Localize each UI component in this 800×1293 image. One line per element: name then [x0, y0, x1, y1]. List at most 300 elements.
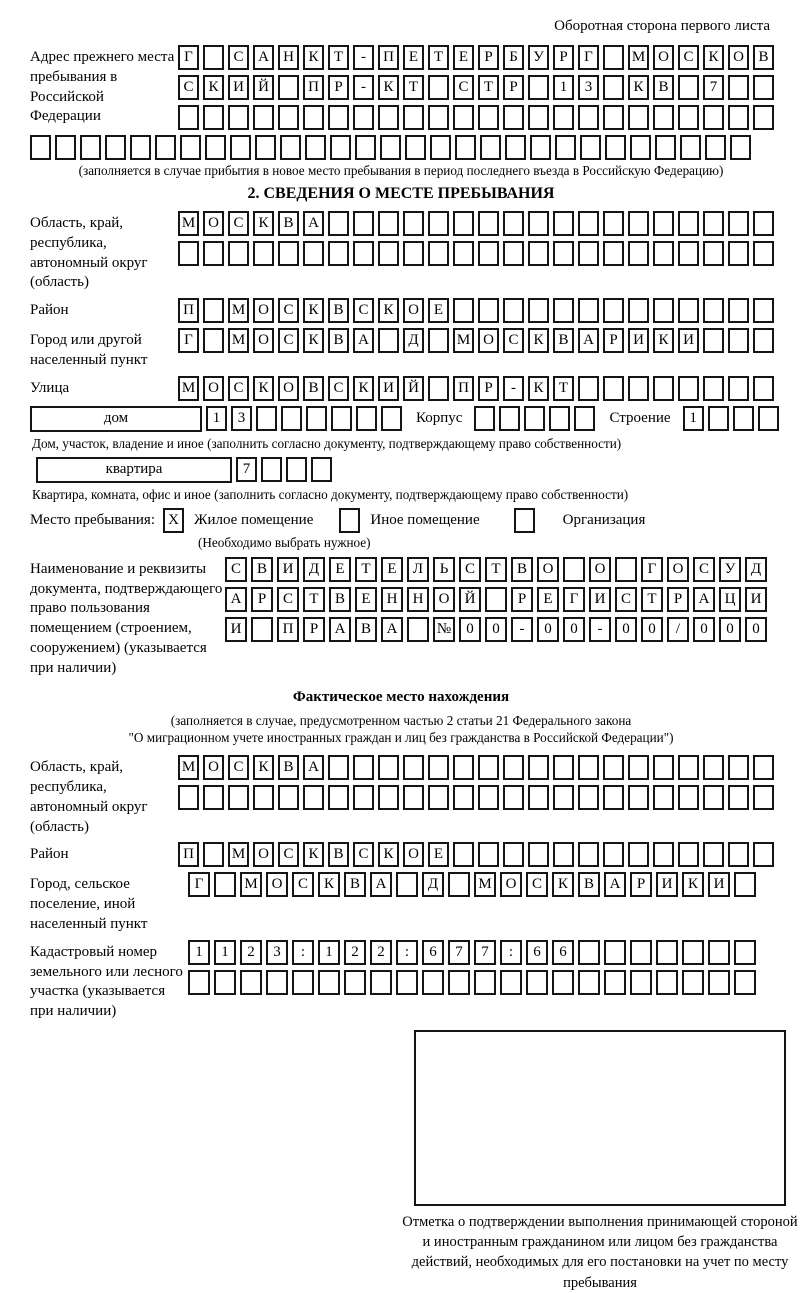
char-box: С	[278, 328, 299, 353]
char-box: В	[753, 45, 774, 70]
char-box: С	[228, 45, 249, 70]
char-box: О	[500, 872, 522, 897]
actual-city-label: Город, сельское поселение, иной населенный пункт	[30, 876, 148, 932]
char-box	[478, 241, 499, 266]
char-box: И	[228, 75, 249, 100]
document-row-2	[225, 587, 767, 612]
char-box	[578, 940, 600, 965]
char-box	[553, 842, 574, 867]
char-box	[574, 406, 595, 431]
char-box: И	[589, 587, 611, 612]
char-box	[280, 135, 301, 160]
char-box: Г	[578, 45, 599, 70]
char-box	[578, 241, 599, 266]
char-box	[353, 785, 374, 810]
char-box	[203, 842, 224, 867]
actual-city-block	[30, 872, 772, 934]
char-box: Т	[355, 557, 377, 582]
char-box	[203, 241, 224, 266]
char-box	[428, 785, 449, 810]
char-box	[331, 406, 352, 431]
char-box: Д	[422, 872, 444, 897]
char-box	[628, 842, 649, 867]
char-box	[628, 785, 649, 810]
char-box: Р	[303, 617, 325, 642]
char-box	[396, 872, 418, 897]
char-box: 0	[745, 617, 767, 642]
char-box	[753, 842, 774, 867]
char-box: Е	[428, 842, 449, 867]
char-box: И	[745, 587, 767, 612]
district-label: Район	[30, 302, 69, 319]
char-box	[578, 785, 599, 810]
region-row-2	[178, 241, 774, 266]
char-box	[526, 970, 548, 995]
char-box: 0	[563, 617, 585, 642]
char-box	[453, 842, 474, 867]
char-box	[328, 785, 349, 810]
char-box	[733, 406, 754, 431]
residential-checkbox: X	[163, 508, 184, 533]
char-box: Т	[478, 75, 499, 100]
char-box	[734, 970, 756, 995]
char-box	[528, 842, 549, 867]
char-box	[330, 135, 351, 160]
char-box: Й	[403, 376, 424, 401]
char-box	[503, 211, 524, 236]
char-box	[605, 135, 626, 160]
char-box: 0	[459, 617, 481, 642]
char-box	[580, 135, 601, 160]
char-box	[478, 785, 499, 810]
char-box: А	[381, 617, 403, 642]
char-box: А	[353, 328, 374, 353]
char-box	[734, 940, 756, 965]
cadastral-label: Кадастровый номер земельного или лесного участка (указывается при наличии)	[30, 943, 183, 1020]
char-box	[428, 376, 449, 401]
char-box: В	[355, 617, 377, 642]
char-box: М	[474, 872, 496, 897]
char-box	[553, 785, 574, 810]
char-box	[453, 241, 474, 266]
char-box	[656, 940, 678, 965]
char-box	[728, 75, 749, 100]
char-box: М	[178, 376, 199, 401]
char-box: В	[251, 557, 273, 582]
char-box	[682, 940, 704, 965]
char-box	[758, 406, 779, 431]
char-box: 3	[266, 940, 288, 965]
char-box	[205, 135, 226, 160]
char-box	[553, 105, 574, 130]
char-box	[230, 135, 251, 160]
korpus-label: Корпус	[416, 410, 463, 427]
char-box: С	[228, 211, 249, 236]
char-box	[728, 842, 749, 867]
char-box	[292, 970, 314, 995]
char-box	[528, 105, 549, 130]
char-box: Т	[485, 557, 507, 582]
char-box: У	[528, 45, 549, 70]
cadastral-block	[30, 940, 772, 1024]
char-box: И	[708, 872, 730, 897]
char-box	[753, 785, 774, 810]
char-box	[653, 105, 674, 130]
char-box	[578, 755, 599, 780]
char-box	[553, 755, 574, 780]
char-box: Д	[303, 557, 325, 582]
char-box	[356, 406, 377, 431]
char-box	[603, 755, 624, 780]
char-box	[653, 211, 674, 236]
street-row	[178, 376, 774, 401]
char-box	[653, 842, 674, 867]
char-box	[703, 755, 724, 780]
char-box: Р	[553, 45, 574, 70]
actual-region-block	[30, 755, 772, 837]
char-box: Е	[537, 587, 559, 612]
char-box: 2	[370, 940, 392, 965]
char-box: И	[678, 328, 699, 353]
char-box	[428, 75, 449, 100]
char-box: 1	[214, 940, 236, 965]
char-box: 6	[526, 940, 548, 965]
char-box	[503, 105, 524, 130]
char-box	[734, 872, 756, 897]
char-box	[703, 376, 724, 401]
char-box	[478, 105, 499, 130]
char-box	[453, 105, 474, 130]
char-box	[499, 406, 520, 431]
char-box	[378, 785, 399, 810]
char-box: Й	[253, 75, 274, 100]
char-box	[240, 970, 262, 995]
char-box: :	[396, 940, 418, 965]
char-box	[500, 970, 522, 995]
char-box	[396, 970, 418, 995]
char-box: М	[178, 755, 199, 780]
apartment-cells	[236, 457, 332, 482]
char-box	[422, 970, 444, 995]
char-box: Д	[745, 557, 767, 582]
char-box: К	[303, 45, 324, 70]
char-box	[353, 211, 374, 236]
char-box	[728, 328, 749, 353]
char-box: Т	[428, 45, 449, 70]
region-row-1	[178, 211, 774, 236]
char-box	[378, 241, 399, 266]
char-box: К	[628, 75, 649, 100]
char-box: О	[278, 376, 299, 401]
char-box	[708, 970, 730, 995]
char-box: С	[353, 842, 374, 867]
stamp-area	[400, 1030, 800, 1293]
char-box: П	[178, 298, 199, 323]
stay-type-label: Место пребывания:	[30, 511, 155, 528]
char-box	[381, 406, 402, 431]
char-box	[553, 241, 574, 266]
prev-address-row-2	[178, 75, 774, 100]
char-box	[378, 211, 399, 236]
char-box: 2	[344, 940, 366, 965]
char-box: П	[178, 842, 199, 867]
char-box	[708, 940, 730, 965]
char-box	[428, 211, 449, 236]
char-box: О	[653, 45, 674, 70]
char-box: Е	[453, 45, 474, 70]
char-box: 0	[719, 617, 741, 642]
char-box	[253, 241, 274, 266]
char-box	[628, 298, 649, 323]
char-box: С	[225, 557, 247, 582]
char-box: К	[353, 376, 374, 401]
char-box: Т	[641, 587, 663, 612]
char-box	[428, 328, 449, 353]
char-box: Е	[381, 557, 403, 582]
char-box	[528, 298, 549, 323]
char-box: №	[433, 617, 455, 642]
char-box	[753, 376, 774, 401]
char-box	[549, 406, 570, 431]
char-box	[653, 785, 674, 810]
char-box	[478, 755, 499, 780]
char-box: А	[370, 872, 392, 897]
char-box: В	[278, 755, 299, 780]
cadastral-row-1	[188, 940, 756, 965]
char-box: К	[682, 872, 704, 897]
char-box: О	[253, 842, 274, 867]
char-box: В	[303, 376, 324, 401]
char-box	[555, 135, 576, 160]
char-box: Г	[178, 328, 199, 353]
char-box: Р	[478, 45, 499, 70]
char-box	[255, 135, 276, 160]
char-box	[703, 241, 724, 266]
char-box	[355, 135, 376, 160]
char-box	[728, 298, 749, 323]
prev-address-block	[30, 45, 772, 130]
char-box: Г	[178, 45, 199, 70]
char-box	[728, 785, 749, 810]
char-box	[753, 755, 774, 780]
char-box: К	[528, 328, 549, 353]
document-row-1	[225, 557, 767, 582]
char-box	[448, 970, 470, 995]
char-box: А	[604, 872, 626, 897]
char-box: В	[511, 557, 533, 582]
char-box	[628, 105, 649, 130]
char-box: О	[266, 872, 288, 897]
char-box: О	[403, 842, 424, 867]
char-box: М	[228, 298, 249, 323]
char-box	[203, 105, 224, 130]
char-box	[428, 241, 449, 266]
char-box: В	[329, 587, 351, 612]
char-box: 6	[552, 940, 574, 965]
char-box	[403, 755, 424, 780]
char-box	[203, 328, 224, 353]
char-box	[448, 872, 470, 897]
char-box	[214, 970, 236, 995]
char-box: Е	[428, 298, 449, 323]
city-row	[178, 328, 774, 353]
char-box	[678, 842, 699, 867]
char-box: С	[693, 557, 715, 582]
char-box: -	[511, 617, 533, 642]
char-box	[503, 298, 524, 323]
char-box: Т	[553, 376, 574, 401]
char-box: А	[303, 755, 324, 780]
char-box: Е	[355, 587, 377, 612]
char-box: Т	[328, 45, 349, 70]
char-box: И	[378, 376, 399, 401]
actual-district-block	[30, 842, 772, 867]
char-box	[728, 241, 749, 266]
char-box: В	[328, 298, 349, 323]
char-box	[553, 298, 574, 323]
char-box: И	[656, 872, 678, 897]
char-box: М	[178, 211, 199, 236]
char-box: 1	[206, 406, 227, 431]
char-box: В	[344, 872, 366, 897]
char-box	[251, 617, 273, 642]
char-box	[305, 135, 326, 160]
char-box: К	[303, 842, 324, 867]
char-box: А	[329, 617, 351, 642]
char-box	[503, 241, 524, 266]
char-box: О	[589, 557, 611, 582]
char-box	[378, 105, 399, 130]
char-box	[603, 241, 624, 266]
char-box	[380, 135, 401, 160]
char-box	[328, 755, 349, 780]
char-box	[378, 755, 399, 780]
char-box	[478, 211, 499, 236]
char-box: 7	[448, 940, 470, 965]
char-box	[603, 45, 624, 70]
char-box: Г	[641, 557, 663, 582]
char-box: К	[318, 872, 340, 897]
char-box: М	[628, 45, 649, 70]
district-block	[30, 298, 772, 323]
char-box: Н	[407, 587, 429, 612]
char-box	[678, 105, 699, 130]
char-box: 6	[422, 940, 444, 965]
char-box	[703, 211, 724, 236]
char-box: 1	[553, 75, 574, 100]
char-box: О	[667, 557, 689, 582]
char-box	[303, 105, 324, 130]
char-box: У	[719, 557, 741, 582]
char-box: Р	[630, 872, 652, 897]
char-box	[428, 755, 449, 780]
page-header-note: Оборотная сторона первого листа	[554, 18, 770, 34]
char-box	[553, 211, 574, 236]
char-box	[286, 457, 307, 482]
char-box: К	[253, 755, 274, 780]
char-box	[678, 241, 699, 266]
char-box	[328, 211, 349, 236]
char-box	[703, 842, 724, 867]
char-box: М	[228, 328, 249, 353]
char-box	[478, 298, 499, 323]
char-box: О	[728, 45, 749, 70]
char-box	[528, 241, 549, 266]
char-box	[655, 135, 676, 160]
char-box: 7	[703, 75, 724, 100]
char-box: 3	[231, 406, 252, 431]
char-box: С	[526, 872, 548, 897]
district-row	[178, 298, 774, 323]
char-box	[603, 75, 624, 100]
char-box	[453, 785, 474, 810]
char-box: Н	[278, 45, 299, 70]
stroenie-cells	[683, 406, 779, 431]
char-box	[214, 872, 236, 897]
document-block	[30, 557, 772, 679]
section2-title: 2. СВЕДЕНИЯ О МЕСТЕ ПРЕБЫВАНИЯ	[247, 185, 555, 202]
char-box	[753, 211, 774, 236]
prev-address-note: (заполняется в случае прибытия в новое место пребывания в период последнего въезда в Российскую Федерацию)	[78, 163, 724, 178]
char-box	[528, 211, 549, 236]
char-box	[278, 241, 299, 266]
char-box: Н	[381, 587, 403, 612]
char-box	[578, 298, 599, 323]
apartment-note: Квартира, комната, офис и иное (заполнить согласно документу, подтверждающему право собственности)	[32, 486, 629, 502]
char-box: 1	[683, 406, 704, 431]
char-box	[728, 755, 749, 780]
char-box	[311, 457, 332, 482]
char-box	[180, 135, 201, 160]
char-box: Е	[403, 45, 424, 70]
char-box	[80, 135, 101, 160]
korpus-cells	[474, 406, 595, 431]
char-box: Б	[503, 45, 524, 70]
char-box: О	[203, 755, 224, 780]
region-block	[30, 211, 772, 293]
house-row	[30, 406, 772, 432]
actual-location-note-1: (заполняется в случае, предусмотренном частью 2 статьи 21 Федерального закона	[170, 712, 632, 728]
char-box	[403, 785, 424, 810]
char-box	[753, 328, 774, 353]
char-box	[203, 298, 224, 323]
region-label: Область, край, республика, автономный округ (область)	[30, 215, 148, 291]
prev-address-label: Адрес прежнего места пребывания в Российской Федерации	[30, 49, 175, 125]
char-box: Л	[407, 557, 429, 582]
char-box	[703, 105, 724, 130]
char-box: В	[578, 872, 600, 897]
char-box	[478, 842, 499, 867]
char-box	[253, 785, 274, 810]
char-box	[528, 75, 549, 100]
actual-region-row-2	[178, 785, 774, 810]
char-box	[630, 970, 652, 995]
char-box: М	[240, 872, 262, 897]
actual-region-label: Область, край, республика, автономный округ (область)	[30, 759, 148, 835]
char-box	[552, 970, 574, 995]
char-box: А	[303, 211, 324, 236]
char-box: О	[253, 298, 274, 323]
char-box: С	[615, 587, 637, 612]
char-box: С	[278, 298, 299, 323]
char-box	[603, 376, 624, 401]
prev-address-row-4	[30, 135, 772, 160]
char-box: :	[292, 940, 314, 965]
char-box: К	[378, 75, 399, 100]
char-box	[656, 970, 678, 995]
char-box: О	[403, 298, 424, 323]
char-box	[678, 755, 699, 780]
